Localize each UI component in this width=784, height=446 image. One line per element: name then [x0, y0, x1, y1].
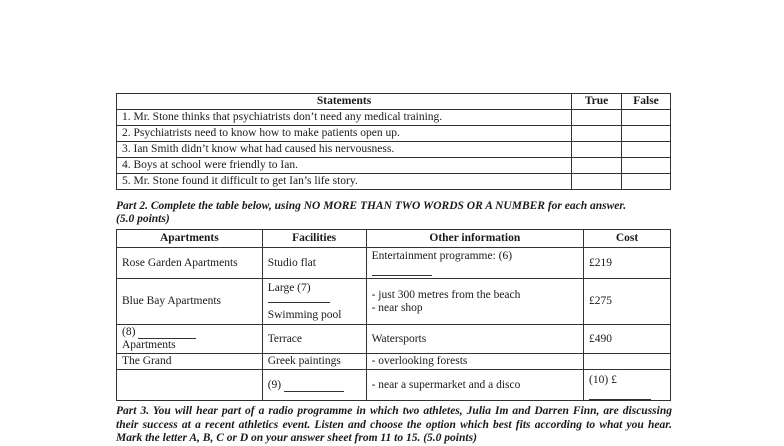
- table-row: [117, 248, 671, 279]
- part2-instruction-start: Part 2. Complete the table below, using: [116, 200, 304, 212]
- facility-bottom: Swimming pool: [267, 308, 342, 321]
- facility: Terrace: [262, 325, 366, 354]
- false-cell-3[interactable]: [622, 142, 671, 158]
- table-header-row: [117, 94, 671, 110]
- cost: [584, 370, 671, 401]
- answer-label-10: (10) £: [589, 374, 617, 386]
- other-info: - near a supermarket and a disco: [366, 370, 583, 401]
- cost: £219: [584, 248, 671, 279]
- answer-blank-10[interactable]: [589, 393, 651, 400]
- header-apartments: Apartments: [117, 230, 263, 248]
- statement-5: 5. Mr. Stone found it difficult to get Ian’s life story.: [117, 174, 572, 190]
- statement-1: 1. Mr. Stone thinks that psychiatrists don’t need any medical training.: [117, 110, 572, 126]
- table-row: [117, 354, 671, 370]
- cost: £275: [584, 279, 671, 325]
- table-header-row: [117, 230, 671, 248]
- part2-instruction: [116, 200, 676, 226]
- facility: [262, 370, 366, 401]
- table-row: [117, 126, 671, 142]
- answer-label-8: (8): [122, 326, 136, 338]
- apartment-name: The Grand: [117, 354, 263, 370]
- answer-blank-8[interactable]: [138, 329, 196, 339]
- apartment-name: Blue Bay Apartments: [117, 279, 263, 325]
- statement-4: 4. Boys at school were friendly to Ian.: [117, 158, 572, 174]
- table-row: [117, 325, 671, 354]
- apartment-line-2: Apartments: [122, 339, 176, 351]
- answer-blank-6[interactable]: [372, 266, 432, 276]
- statements-table: [116, 93, 671, 190]
- facility-top: Large (7): [267, 281, 311, 294]
- facility-stack: [268, 282, 361, 322]
- false-cell-4[interactable]: [622, 158, 671, 174]
- header-facilities: Facilities: [262, 230, 366, 248]
- true-cell-5[interactable]: [572, 174, 622, 190]
- true-cell-2[interactable]: [572, 126, 622, 142]
- apartment-name: [117, 370, 263, 401]
- false-cell-5[interactable]: [622, 174, 671, 190]
- other-info: Watersports: [366, 325, 583, 354]
- true-cell-3[interactable]: [572, 142, 622, 158]
- table-row: [117, 279, 671, 325]
- cost: [584, 354, 671, 370]
- header-cost: Cost: [584, 230, 671, 248]
- answer-blank-9[interactable]: [284, 382, 344, 392]
- facility: Studio flat: [262, 248, 366, 279]
- table-row: [117, 142, 671, 158]
- other-info: - overlooking forests: [366, 354, 583, 370]
- cost: £490: [584, 325, 671, 354]
- true-cell-1[interactable]: [572, 110, 622, 126]
- header-false: False: [622, 94, 671, 110]
- other-info: [366, 279, 583, 325]
- part3-instruction: Part 3. You will hear part of a radio programme in which two athletes, Julia Im and Darren Finn, are discussing their success at a recent athletics event. Listen and choose the option which best fits according to what you hear. Mark the letter A, B, C or D on your answer sheet from 11 to 15. (5.0 points): [116, 405, 672, 444]
- table-row: [117, 110, 671, 126]
- statement-2: 2. Psychiatrists need to know how to make patients open up.: [117, 126, 572, 142]
- apartment-name: [117, 325, 263, 354]
- facility: [262, 279, 366, 325]
- apartment-name: Rose Garden Apartments: [117, 248, 263, 279]
- header-true: True: [572, 94, 622, 110]
- header-other-information: Other information: [366, 230, 583, 248]
- statement-3: 3. Ian Smith didn’t know what had caused his nervousness.: [117, 142, 572, 158]
- false-cell-1[interactable]: [622, 110, 671, 126]
- part2-instruction-emph: NO MORE THAN TWO WORDS OR A NUMBER: [303, 200, 545, 212]
- part2-instruction-end: for each answer.: [544, 200, 627, 212]
- answer-label-9: (9): [267, 378, 282, 391]
- table-row: [117, 158, 671, 174]
- true-cell-4[interactable]: [572, 158, 622, 174]
- table-row: [117, 370, 671, 401]
- info-line-1: - just 300 metres from the beach: [371, 288, 521, 301]
- apartments-table: [116, 229, 671, 401]
- apartment-line-1: [122, 326, 257, 339]
- part2-points: (5.0 points): [116, 213, 170, 225]
- header-statements: Statements: [117, 94, 572, 110]
- table-row: [117, 174, 671, 190]
- info-line-2: - near shop: [371, 301, 423, 314]
- info-text: Entertainment programme: (6): [371, 250, 513, 262]
- other-info: [366, 248, 583, 279]
- facility: Greek paintings: [262, 354, 366, 370]
- answer-blank-7[interactable]: [268, 301, 330, 303]
- false-cell-2[interactable]: [622, 126, 671, 142]
